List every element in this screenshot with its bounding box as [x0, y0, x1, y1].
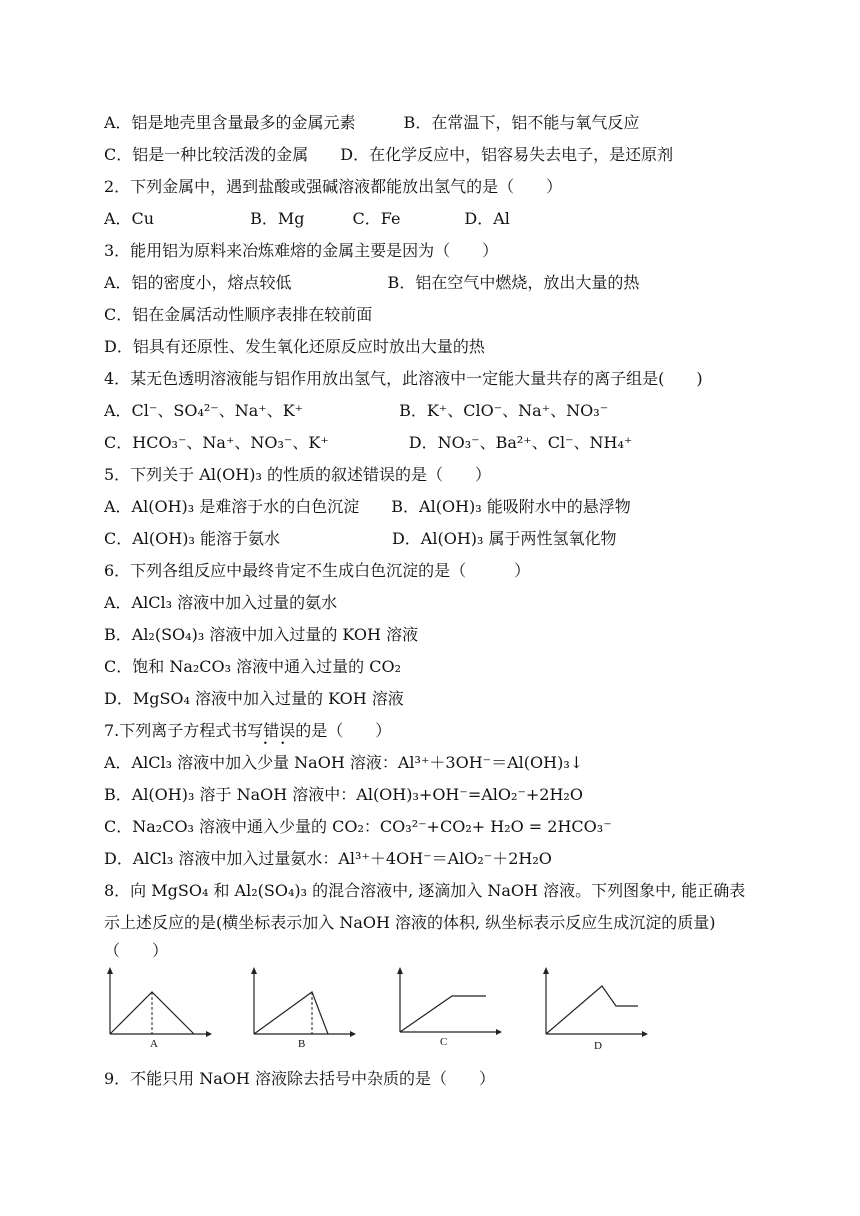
q4-options-cd: C．HCO₃⁻、Na⁺、NO₃⁻、K⁺ D．NO₃⁻、Ba²⁺、Cl⁻、NH₄⁺ [104, 433, 633, 452]
q5-options-ab: A．Al(OH)₃ 是难溶于水的白色沉淀 B．Al(OH)₃ 能吸附水中的悬浮物 [104, 497, 631, 516]
graph-a [102, 966, 212, 1050]
q4-options-ab: A．Cl⁻、SO₄²⁻、Na⁺、K⁺ B．K⁺、ClO⁻、Na⁺、NO₃⁻ [104, 401, 609, 420]
q3-option-d: D．铝具有还原性、发生氧化还原反应时放出大量的热 [104, 337, 485, 356]
q7-option-c: C．Na₂CO₃ 溶液中通入少量的 CO₂：CO₃²⁻+CO₂+ H₂O = 2HCO₃⁻ [104, 817, 612, 836]
q2-options: A．Cu B．Mg C．Fe D．Al [104, 209, 510, 228]
q2-stem: 2．下列金属中，遇到盐酸或强碱溶液都能放出氢气的是（ ） [104, 177, 563, 196]
graph-b-label: B [298, 1038, 306, 1050]
q6-option-a: A．AlCl₃ 溶液中加入过量的氨水 [104, 593, 338, 612]
q3-option-c: C．铝在金属活动性顺序表排在较前面 [104, 305, 373, 324]
q9-stem: 9．不能只用 NaOH 溶液除去括号中杂质的是（ ） [104, 1069, 495, 1088]
graph-b [246, 966, 356, 1050]
q6-option-b: B．Al₂(SO₄)₃ 溶液中加入过量的 KOH 溶液 [104, 625, 419, 644]
q7-option-b: B．Al(OH)₃ 溶于 NaOH 溶液中：Al(OH)₃+OH⁻=AlO₂⁻+2H₂O [104, 785, 583, 804]
q8-answer-blank: （ ） [104, 941, 169, 960]
graph-c [392, 966, 502, 1048]
q3-options-ab: A．铝的密度小，熔点较低 B．铝在空气中燃烧，放出大量的热 [104, 273, 640, 292]
graph-d-label: D [594, 1040, 602, 1052]
q6-stem: 6．下列各组反应中最终肯定不生成白色沉淀的是（ ） [104, 561, 531, 580]
q1-options-ab: A．铝是地壳里含量最多的金属元素 B．在常温下，铝不能与氧气反应 [104, 113, 640, 132]
q7-option-a: A．AlCl₃ 溶液中加入少量 NaOH 溶液：Al³⁺＋3OH⁻＝Al(OH)₃↓ [104, 753, 584, 772]
q3-stem: 3．能用铝为原料来冶炼难熔的金属主要是因为（ ） [104, 241, 499, 260]
q5-options-cd: C．Al(OH)₃ 能溶于氨水 D．Al(OH)₃ 属于两性氢氧化物 [104, 529, 617, 548]
graph-c-label: C [440, 1036, 448, 1048]
q1-options-cd: C．铝是一种比较活泼的金属 D．在化学反应中，铝容易失去电子，是还原剂 [104, 145, 674, 164]
q6-option-d: D．MgSO₄ 溶液中加入过量的 KOH 溶液 [104, 689, 404, 708]
q7-option-d: D．AlCl₃ 溶液中加入过量氨水：Al³⁺＋4OH⁻＝AlO₂⁻＋2H₂O [104, 849, 552, 868]
q7-stem: 7.下列离子方程式书写错误的是（ ） [104, 721, 392, 740]
graph-a-label: A [150, 1038, 158, 1050]
graph-d [538, 966, 648, 1052]
q6-option-c: C．饱和 Na₂CO₃ 溶液中通入过量的 CO₂ [104, 657, 402, 676]
emphasis-dots: • • [263, 739, 286, 748]
q8-stem-line1: 8．向 MgSO₄ 和 Al₂(SO₄)₃ 的混合溶液中, 逐滴加入 NaOH 溶液。下列图象中, 能正确表 [104, 881, 746, 900]
q5-stem: 5．下列关于 Al(OH)₃ 的性质的叙述错误的是（ ） [104, 465, 491, 484]
q8-stem-line2: 示上述反应的是(横坐标表示加入 NaOH 溶液的体积, 纵坐标表示反应生成沉淀的质量) [104, 913, 716, 932]
q4-stem: 4．某无色透明溶液能与铝作用放出氢气，此溶液中一定能大量共存的离子组是( ) [104, 369, 703, 388]
